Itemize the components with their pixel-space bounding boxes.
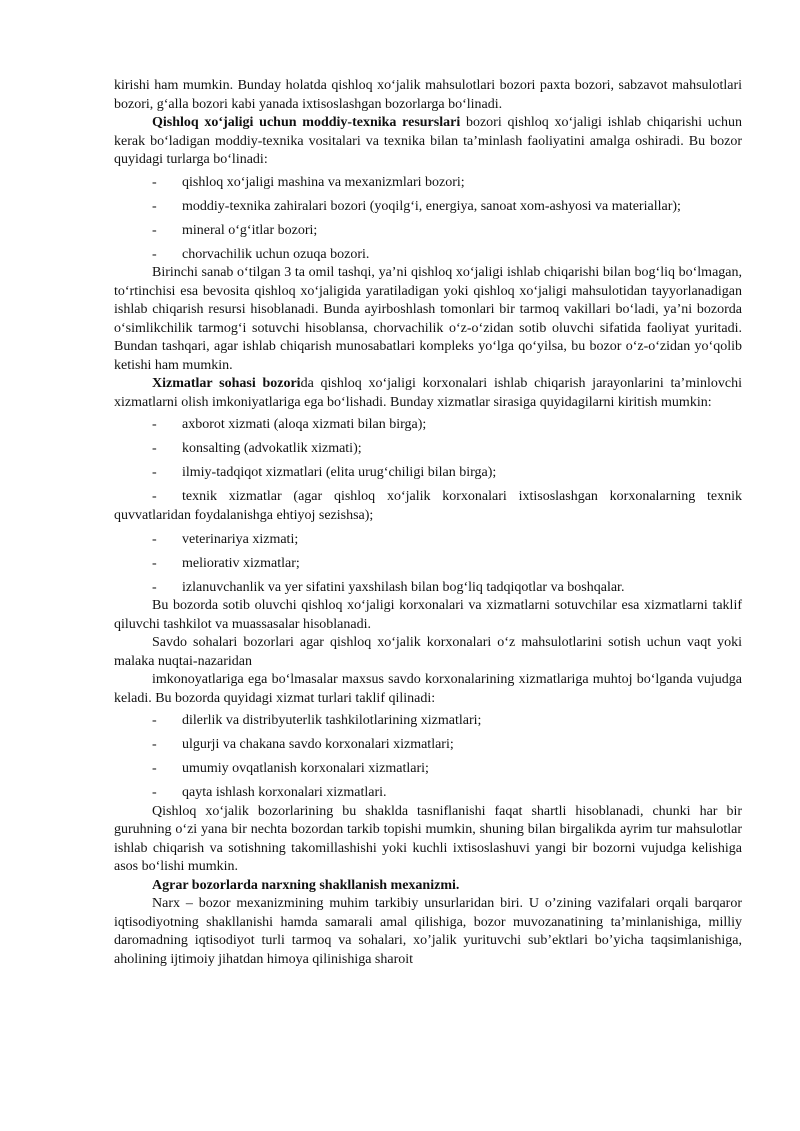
dash-marker: - <box>152 555 157 571</box>
section-heading: Agrar bozorlarda narxning shakllanish mexanizmi. <box>152 877 460 893</box>
list-item: - texnik xizmatlar (agar qishloq xo‘jalik korxonalari ixtisoslashgan korxonalarning texnik quvvatlaridan foydalanishga ehtiyoj sezishsa); <box>114 489 742 523</box>
list-item: - umumiy ovqatlanish korxonalari xizmatlari; <box>114 760 742 779</box>
list-item: - mineral o‘g‘itlar bozori; <box>114 222 742 241</box>
list-item: - qishloq xo‘jaligi mashina va mexanizmlari bozori; <box>114 174 742 193</box>
dash-marker: - <box>152 417 157 432</box>
document-page <box>114 77 742 969</box>
paragraph-text: da qishloq xo‘jaligi korxonalari ishlab chiqarish jarayonlarini ta’minlovchi xizmatlarni olish imkoniyatlariga ega bo‘lishadi. Bunday xizmatlar sirasiga quyidagilarni kiritish mumkin: <box>114 376 742 410</box>
list-item: - ilmiy-tadqiqot xizmatlari (elita urug‘chiligi bilan birga); <box>114 464 742 483</box>
list-item: - izlanuvchanlik va yer sifatini yaxshilash bilan bog‘liq tadqiqotlar va boshqalar. <box>114 579 742 598</box>
dash-marker: - <box>152 737 157 752</box>
paragraph-text: bozori qishloq xo‘jaligi ishlab chiqarishi uchun kerak bo‘ladigan moddiy-texnika vositalari va texnika bilan ta’minlash faoliyatini amalga oshiradi. Bu bozor quyidagi turlarga bo‘linadi: <box>114 115 742 167</box>
list-item: - qayta ishlash korxonalari xizmatlari. <box>114 784 742 803</box>
dash-marker: - <box>152 761 157 776</box>
paragraph: Bu bozorda sotib oluvchi qishloq xo‘jaligi korxonalari va xizmatlarni sotuvchilar esa xizmatlarni taklif qiluvchi tashkilot va muassasalar hisoblanadi. <box>114 598 742 632</box>
list-item: - chorvachilik uchun ozuqa bozori. <box>114 246 742 265</box>
list-item: - ulgurji va chakana savdo korxonalari xizmatlari; <box>114 736 742 755</box>
paragraph: Narx – bozor mexanizmining muhim tarkibiy unsurlaridan biri. U o’zining vazifalari orqali barqaror iqtisodiyotning shakllanishi hamda samarali amal qilishiga, bozor muvozanatining ta’minlanishiga, milliy daromadning iqtisodiyot turli tarmoq va sohalari, xo’jalik yurituvchi sub’ektlari bo’yicha taqsimlanishiga, aholining ijtimoiy jihatdan himoya qilinishiga sharoit <box>114 896 742 967</box>
dash-marker: - <box>152 785 157 800</box>
list-item: - dilerlik va distribyuterlik tashkilotlarining xizmatlari; <box>114 712 742 731</box>
paragraph <box>114 375 742 412</box>
paragraph: kirishi ham mumkin. Bunday holatda qishloq xo‘jalik mahsulotlari bozori paxta bozori, sabzavot mahsulotlari bozori, g‘alla bozori kabi yanada ixtisoslashgan bozorlarga bo‘linadi. <box>114 78 742 112</box>
dash-marker: - <box>152 465 157 480</box>
dash-marker: - <box>152 579 157 595</box>
paragraph <box>114 114 742 170</box>
dash-marker: - <box>152 441 157 456</box>
list-item: - axborot xizmati (aloqa xizmati bilan birga); <box>114 416 742 435</box>
bold-term: Xizmatlar sohasi bozori <box>152 376 301 391</box>
dash-marker: - <box>152 174 157 190</box>
paragraph: Birinchi sanab o‘tilgan 3 ta omil tashqi, ya’ni qishloq xo‘jaligi ishlab chiqarishi bilan bog‘liq bo‘lmagan, to‘rtinchisi esa bevosita qishloq xo‘jaligida yaratiladigan yoki qishloq xo‘jaligi mahsulotidan tayyorlanadigan ishlab chiqarish resursi hisoblanadi. Bunda ayirboshlash tomonlari bir tarmoq vakillari bo‘ladi, ya’ni bozorda o‘simlikchilik tarmog‘i sotuvchi hisoblansa, chorvachilik o‘z-o‘zidan sotib oluvchi sifatida faoliyat yuritadi. Bundan tashqari, agar ishlab chiqarish munosabatlari kompleks yo‘lga qo‘yilsa, bu bozor o‘z-o‘zidan yo‘qolib ketishi ham mumkin. <box>114 265 742 373</box>
list-item: - moddiy-texnika zahiralari bozori (yoqilg‘i, energiya, sanoat xom-ashyosi va materiallar); <box>114 198 742 217</box>
list-item: - meliorativ xizmatlar; <box>114 555 742 574</box>
dash-marker: - <box>152 198 157 214</box>
dash-marker: - <box>152 222 157 238</box>
list-item: - konsalting (advokatlik xizmati); <box>114 440 742 459</box>
list <box>114 174 742 265</box>
list <box>114 712 742 803</box>
bold-term: Qishloq xo‘jaligi uchun moddiy-texnika resurslari <box>152 115 461 130</box>
paragraph: Qishloq xo‘jalik bozorlarining bu shaklda tasniflanishi faqat shartli hisoblanadi, chunki har bir guruhning o‘zi yana bir nechta bozordan tarkib topishi mumkin, shuning bilan birgalikda ayrim tur mahsulotlar ishlab chiqarish va sotishning takomillashishi yoki kuchli ixtisoslashuvi yangi bir bozorni vujudga kelishiga asos bo‘lishi mumkin. <box>114 803 742 874</box>
paragraph: imkonoyatlariga ega bo‘lmasalar maxsus savdo korxonalarining xizmatlariga muhtoj bo‘lganda vujudga keladi. Bu bozorda quyidagi xizmat turlari taklif qilinadi: <box>114 672 742 706</box>
dash-marker: - <box>152 713 157 728</box>
dash-marker: - <box>152 246 157 262</box>
list <box>114 416 742 597</box>
dash-marker: - <box>152 531 157 547</box>
dash-marker: - <box>152 489 157 504</box>
list-item: - veterinariya xizmati; <box>114 531 742 550</box>
paragraph: Savdo sohalari bozorlari agar qishloq xo‘jalik korxonalari o‘z mahsulotlarini sotish uchun vaqt yoki malaka nuqtai-nazaridan <box>114 635 742 669</box>
